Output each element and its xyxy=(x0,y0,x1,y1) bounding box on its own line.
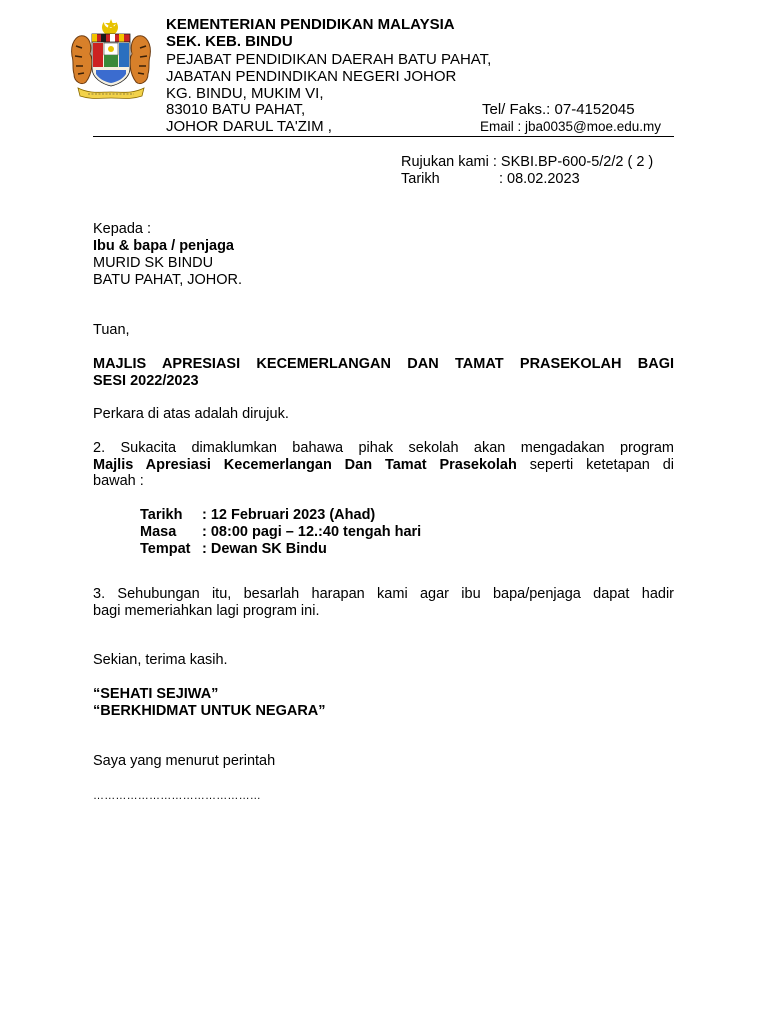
recipient-address-1: MURID SK BINDU xyxy=(93,255,214,271)
body-paragraph-3-line-1: 3. Sehubungan itu, besarlah harapan kami agar ibu bapa/penjaga dapat hadir xyxy=(93,586,674,602)
letterhead-email: Email : jba0035@moe.edu.my xyxy=(480,119,662,134)
schedule-date xyxy=(140,507,375,524)
closing-motto-1: “SEHATI SEJIWA” xyxy=(93,686,219,702)
closing-motto-2: “BERKHIDMAT UNTUK NEGARA” xyxy=(93,703,326,719)
schedule-date-label: Tarikh xyxy=(140,507,183,523)
letterhead-address-1: KG. BINDU, MUKIM VI, xyxy=(166,85,324,102)
letterhead-school: SEK. KEB. BINDU xyxy=(166,33,293,50)
schedule-date-value: : 12 Februari 2023 (Ahad) xyxy=(202,507,376,523)
schedule-time-value: : 08:00 pagi – 12.:40 tengah hari xyxy=(202,524,422,540)
letterhead-state-dept: JABATAN PENDINDIKAN NEGERI JOHOR xyxy=(166,68,457,85)
program-name: Majlis Apresiasi Kecemerlangan Dan Tamat Prasekolah xyxy=(93,457,517,473)
letterhead-ministry: KEMENTERIAN PENDIDIKAN MALAYSIA xyxy=(166,16,455,33)
signature-line: ……………………………………… xyxy=(93,790,261,802)
header-divider xyxy=(93,136,674,137)
closing-signoff: Saya yang menurut perintah xyxy=(93,753,276,769)
closing-thanks: Sekian, terima kasih. xyxy=(93,652,228,668)
schedule-time-label: Masa xyxy=(140,524,177,540)
body-paragraph-2-line-2 xyxy=(93,457,674,474)
schedule-time xyxy=(140,524,421,541)
salutation: Tuan, xyxy=(93,322,130,338)
body-paragraph-3-line-2: bagi memeriahkan lagi program ini. xyxy=(93,603,320,619)
body-paragraph-2-line-1: 2. Sukacita dimaklumkan bahawa pihak sekolah akan mengadakan program xyxy=(93,440,674,456)
reference-date-value: : 08.02.2023 xyxy=(499,171,580,187)
reference-number: Rujukan kami : SKBI.BP-600-5/2/2 ( 2 ) xyxy=(401,154,654,170)
letterhead-address-3: JOHOR DARUL TA'ZIM , xyxy=(166,118,332,135)
body-paragraph-2-line-3: bawah : xyxy=(93,473,144,489)
schedule-venue xyxy=(140,541,327,558)
recipient-name: Ibu & bapa / penjaga xyxy=(93,238,234,254)
coat-of-arms-logo xyxy=(66,16,156,102)
recipient-address-2: BATU PAHAT, JOHOR. xyxy=(93,272,243,288)
schedule-venue-label: Tempat xyxy=(140,541,191,557)
schedule-venue-value: : Dewan SK Bindu xyxy=(202,541,327,557)
subject-line-1: MAJLIS APRESIASI KECEMERLANGAN DAN TAMAT PRASEKOLAH BAGI xyxy=(93,356,674,372)
letterhead-telephone: Tel/ Faks.: 07-4152045 xyxy=(482,101,635,118)
letterhead-district-office: PEJABAT PENDIDIKAN DAERAH BATU PAHAT, xyxy=(166,51,492,68)
reference-date-label: Tarikh xyxy=(401,171,440,187)
body-paragraph-1: Perkara di atas adalah dirujuk. xyxy=(93,406,289,422)
subject-line-2: SESI 2022/2023 xyxy=(93,373,199,389)
letterhead-address-2: 83010 BATU PAHAT, xyxy=(166,101,306,118)
body-paragraph-2-continuation: seperti ketetapan di xyxy=(516,457,675,473)
recipient-kepada: Kepada : xyxy=(93,221,152,237)
